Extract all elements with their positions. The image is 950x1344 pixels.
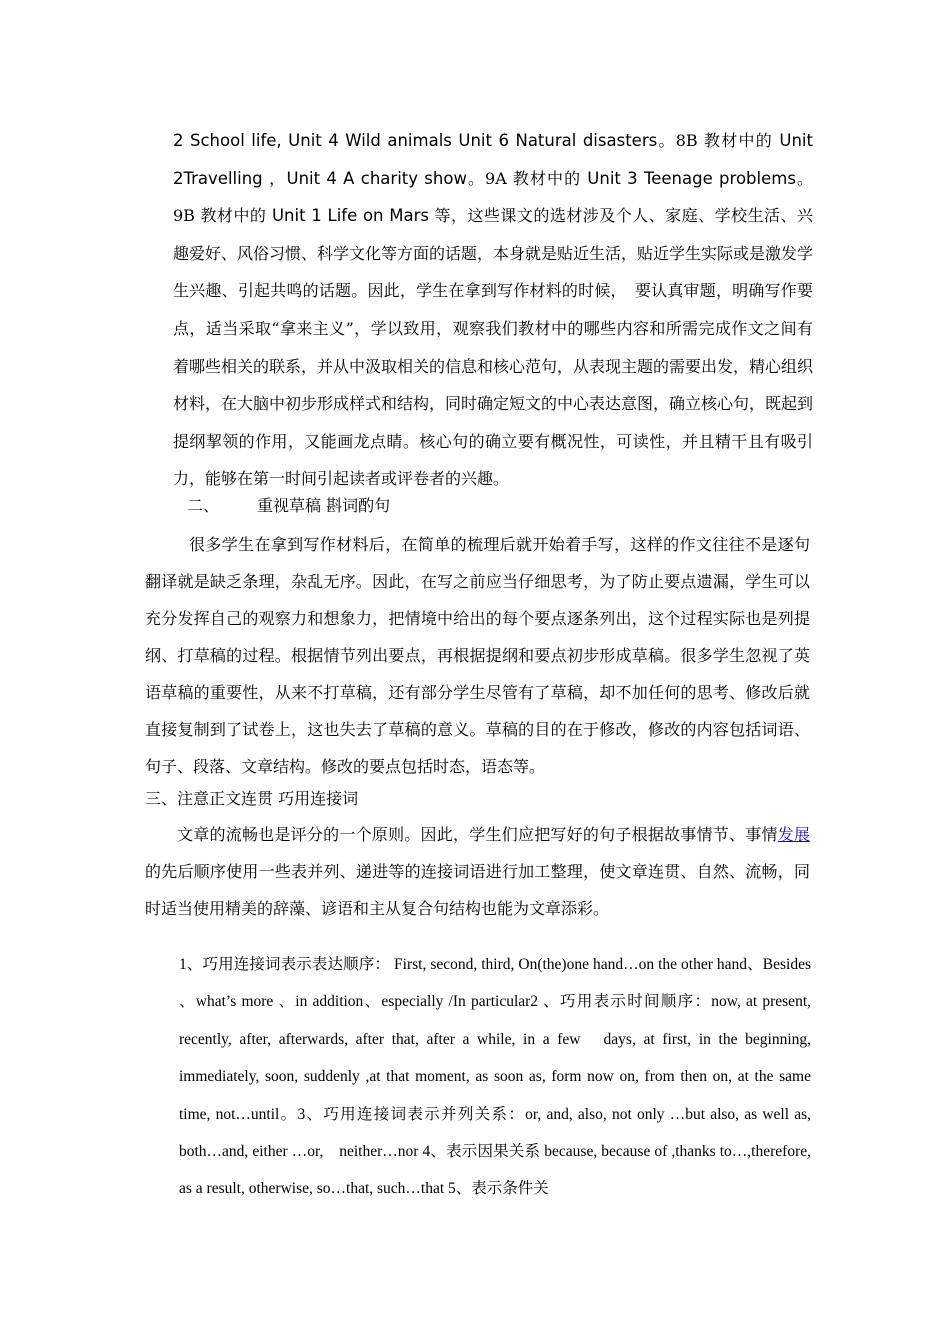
- units-label-8b: 。8B 教材中的: [657, 131, 780, 150]
- paragraph-flow: [145, 816, 810, 927]
- paragraph-connectives: 1、巧用连接词表示表达顺序： First, second, third, On(the)one hand…on the other hand、Besides 、what’s more 、in addition、especially /In particular2 、巧用表示时间顺序：now, at present, recently, after, afterwards, after that, after a while, in a few days, at first, in the beginning, immediately, soon, suddenly ,at that moment, as soon as, form now on, from then on, at the same time, not…until。3、巧用连接词表示并列关系：or, and, also, not only …but also, as well as, both…and, either …or, neither…nor 4、表示因果关系 because, because of ,thanks to…,therefore, as a result, otherwise, so…that, such…that 5、表示条件关: [179, 956, 811, 1198]
- units-text-9b: Unit 1 Life on Mars: [271, 206, 429, 226]
- units-label-9a: 。9A 教材中的: [466, 168, 588, 188]
- paragraph-textbook-units: [173, 122, 813, 498]
- units-text-8a: 2 School life, Unit 4 Wild animals Unit 6 Natural disasters: [173, 131, 658, 150]
- section-heading-2-number: 二、: [187, 496, 220, 515]
- units-text-9a: Unit 3 Teenage problems: [587, 168, 796, 188]
- units-body-text: 等，这些课文的选材涉及个人、家庭、学校生活、兴趣爱好、风俗习惯、科学文化等方面的话题，本身就是贴近生活，贴近学生实际或是激发学生兴趣、引起共鸣的话题。因此，学生在拿到写作材料的时候， 要认真审题，明确写作要点，适当采取“拿来主义”，学以致用，观察我们教材中的哪些内容和所需完成作文之间有着哪些相关的联系，并从中汲取相关的信息和核心范句，从表现主题的需要出发，精心组织材料，在大脑中初步形成样式和结构，同时确定短文的中心表达意图，确立核心句，既起到提纲挈领的作用，又能画龙点睛。核心句的确立要有概况性，可读性，并且精干且有吸引力，能够在第一时间引起读者或评卷者的兴趣。: [173, 206, 814, 489]
- units-text-8b: Unit 2Travelling ，Unit 4 A charity show: [173, 131, 813, 188]
- flow-text-after: 的先后顺序使用一些表并列、递进等的连接词语进行加工整理，使文章连贯、自然、流畅，同时适当使用精美的辞藻、谚语和主从复合句结构也能为文章添彩。: [145, 862, 810, 918]
- flow-text-before: 文章的流畅也是评分的一个原则。因此，学生们应把写好的句子根据故事情节、事情: [177, 825, 778, 844]
- section-heading-2: [187, 493, 390, 519]
- section-heading-3: 三、注意正文连贯 巧用连接词: [145, 789, 359, 808]
- section-heading-2-title: 重视草稿 斟词酌句: [257, 496, 391, 515]
- units-label-9b: 。9B 教材中的: [173, 168, 813, 226]
- paragraph-draft: 很多学生在拿到写作材料后，在简单的梳理后就开始着手写，这样的作文往往不是逐句翻译就是缺乏条理，杂乱无序。因此，在写之前应当仔细思考，为了防止要点遗漏，学生可以充分发挥自己的观察力和想象力，把情境中给出的每个要点逐条列出，这个过程实际也是列提纲、打草稿的过程。根据情节列出要点，再根据提纲和要点初步形成草稿。很多学生忽视了英语草稿的重要性，从来不打草稿，还有部分学生尽管有了草稿，却不加任何的思考、修改后就直接复制到了试卷上，这也失去了草稿的意义。草稿的目的在于修改，修改的内容包括词语、句子、段落、文章结构。修改的要点包括时态，语态等。: [145, 535, 810, 776]
- development-link[interactable]: 发展: [777, 825, 810, 844]
